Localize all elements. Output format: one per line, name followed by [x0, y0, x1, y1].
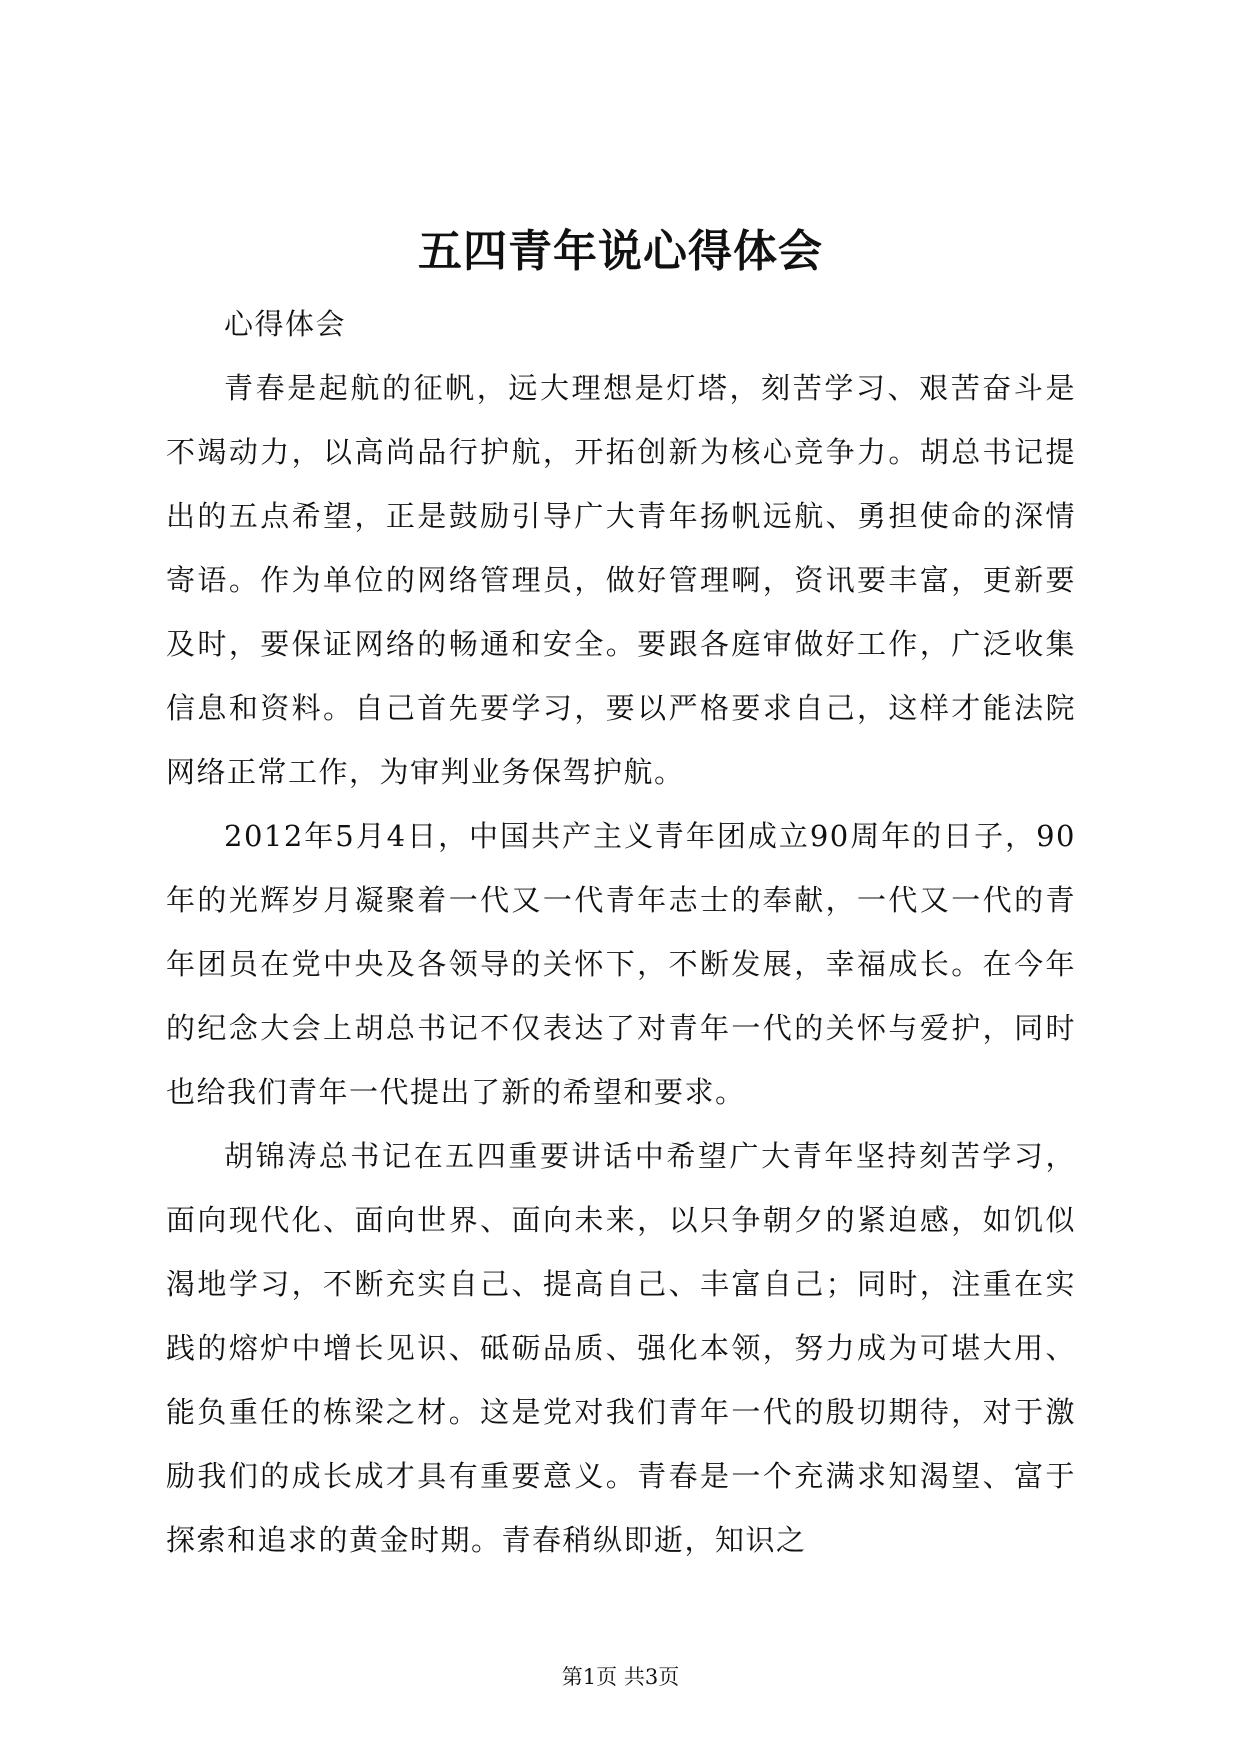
document-body — [166, 292, 1076, 1572]
document-title: 五四青年说心得体会 — [418, 226, 823, 277]
paragraph: 胡锦涛总书记在五四重要讲话中希望广大青年坚持刻苦学习，面向现代化、面向世界、面向未来，以只争朝夕的紧迫感，如饥似渴地学习，不断充实自己、提高自己、丰富自己；同时，注重在实践的熔炉中增长见识、砥砺品质、强化本领，努力成为可堪大用、能负重任的栋梁之材。这是党对我们青年一代的殷切期待，对于激励我们的成长成才具有重要意义。青春是一个充满求知渴望、富于探索和追求的黄金时期。青春稍纵即逝，知识之 — [166, 1139, 1076, 1557]
page-footer — [0, 1662, 1241, 1692]
page-number: 第1页 共3页 — [561, 1665, 680, 1689]
paragraph: 2012年5月4日，中国共产主义青年团成立90周年的日子，90年的光辉岁月凝聚着一代又一代青年志士的奉献，一代又一代的青年团员在党中央及各领导的关怀下，不断发展，幸福成长。在今年的纪念大会上胡总书记不仅表达了对青年一代的关怀与爱护，同时也给我们青年一代提出了新的希望和要求。 — [166, 819, 1076, 1109]
paragraph-subheading: 心得体会 — [224, 307, 347, 341]
paragraph: 青春是起航的征帆，远大理想是灯塔，刻苦学习、艰苦奋斗是不竭动力，以高尚品行护航，开拓创新为核心竞争力。胡总书记提出的五点希望，正是鼓励引导广大青年扬帆远航、勇担使命的深情寄语。作为单位的网络管理员，做好管理啊，资讯要丰富，更新要及时，要保证网络的畅通和安全。要跟各庭审做好工作，广泛收集信息和资料。自己首先要学习，要以严格要求自己，这样才能法院网络正常工作，为审判业务保驾护航。 — [166, 371, 1076, 789]
